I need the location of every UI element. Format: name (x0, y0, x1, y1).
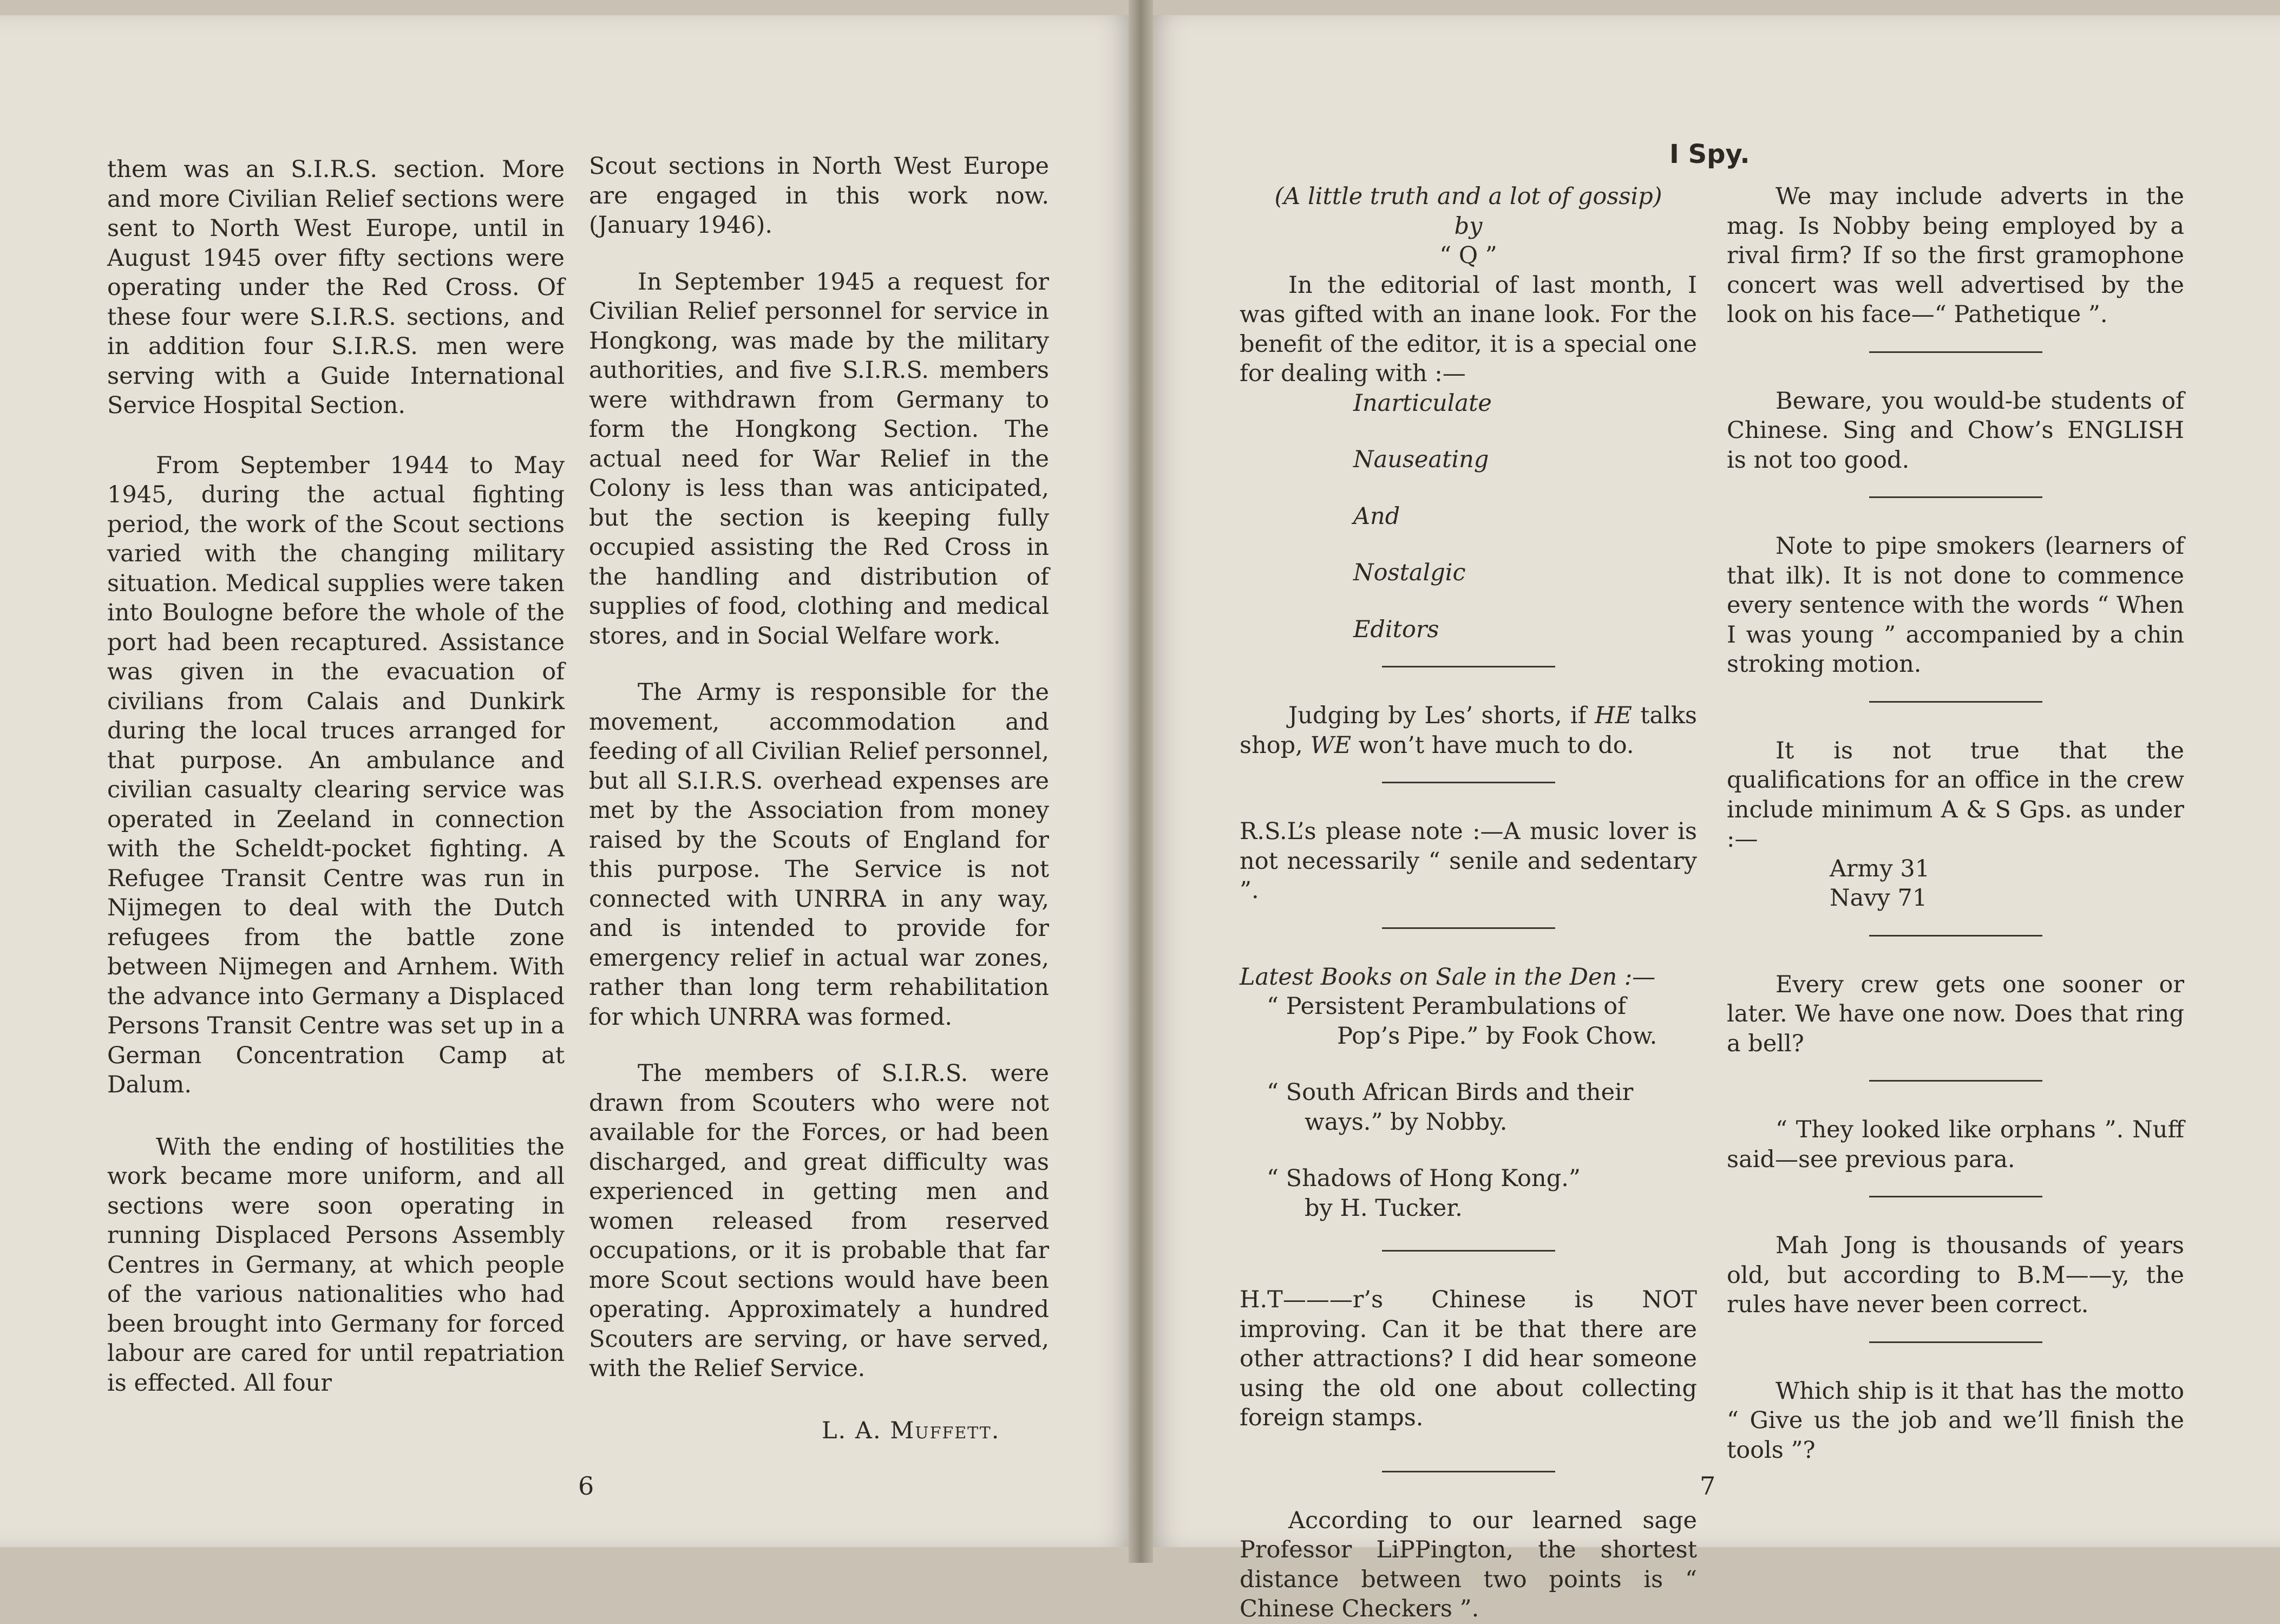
paragraph: “ They looked like orphans ”. Nuff said—see previous para. (1727, 1116, 2184, 1173)
paragraph: In September 1945 a request for Civilian Relief personnel for service in Hongkong, was made by the military authorities, and five S.I.R.S. members were withdrawn from Germany to form the Hongkong Section. The actual need for War Relief in the Colony is less than was anticipated, but the section is keeping fully occupied assisting the Red Cross in the handling and distribution of supplies of food, clothing and medical stores, and in Social Welfare work. (589, 268, 1049, 650)
divider (1869, 351, 2042, 353)
paragraph: We may include adverts in the mag. Is Nobby being employed by a rival firm? If so the first gramophone concert was well advertised by the look on his face—“ Pathetique ”. (1727, 183, 2184, 328)
book-entry: “ Shadows of Hong Kong.” by H. Tucker. (1267, 1165, 1581, 1222)
paragraph: It is not true that the qualifications for an office in the crew include minimum A & S Gps. as under :— (1727, 737, 2184, 853)
paragraph: The Army is responsible for the movement, accommodation and feeding of all Civilian Relief personnel, but all S.I.R.S. overhead expenses are met by the Association from money raised by the Scouts of England for this purpose. The Service is not connected with UNRRA in any way, and is intended to provide for emergency relief in actual war zones, rather than long term rehabilitation for which UNRRA was formed. (589, 679, 1049, 1031)
acrostic-line: Editors (1353, 615, 1439, 643)
divider (1382, 927, 1555, 929)
paragraph: Mah Jong is thousands of years old, but according to B.M——y, the rules have never been correct. (1727, 1232, 2184, 1318)
army-score: Army 31 (1830, 855, 1930, 882)
divider (1869, 1196, 2042, 1197)
paragraph: In the editorial of last month, I was gifted with an inane look. For the benefit of the editor, it is a special one for dealing with :— (1240, 271, 1697, 387)
paragraph: them was an S.I.R.S. section. More and more Civilian Relief sections were sent to North West Europe, until in August 1945 over fifty sections were operating under the Red Cross. Of these four were S.I.R.S. sections, and in addition four S.I.R.S. men were serving with a Guide International Service Hospital Section. (107, 156, 565, 419)
book-entry: “ South African Birds and their ways.” by Nobby. (1267, 1079, 1634, 1136)
byline-author: “ Q ” (1439, 242, 1497, 269)
paragraph: Beware, you would-be students of Chinese. Sing and Chow’s ENGLISH is not too good. (1727, 387, 2184, 474)
byline-by: by (1454, 212, 1483, 240)
books-heading: Latest Books on Sale in the Den :— (1240, 963, 1656, 991)
right-column-2 (1727, 182, 2184, 1465)
divider (1869, 1341, 2042, 1343)
divider (1869, 935, 2042, 937)
divider (1869, 1080, 2042, 1082)
acrostic-line: Inarticulate (1353, 389, 1492, 417)
paragraph: According to our learned sage Professor LiPPington, the shortest distance between two points is “ Chinese Checkers ”. (1240, 1507, 1697, 1622)
divider (1382, 782, 1555, 783)
page-number: 6 (578, 1471, 594, 1501)
acrostic-line: Nauseating (1353, 446, 1489, 473)
acrostic-line: And (1353, 502, 1400, 530)
right-column-1 (1240, 182, 1697, 1624)
divider (1382, 1471, 1555, 1472)
left-column-2 (589, 152, 1049, 1472)
paragraph: Every crew gets one sooner or later. We have one now. Does that ring a bell? (1727, 971, 2184, 1057)
signature: L. A. Muffett. (822, 1417, 1000, 1444)
paragraph: From September 1944 to May 1945, during the actual fighting period, the work of the Scout sections varied with the changing military situation. Medical supplies were taken into Boulogne before the whole of the port had been recaptured. Assistance was given in the evacuation of civilians from Calais and Dunkirk during the local truces arranged for that purpose. An ambulance and civilian casualty clearing service was operated in Zeeland in connection with the Scheldt-pocket fighting. A Refugee Transit Centre was run in Nijmegen to deal with the Dutch refugees from the battle zone between Nijmegen and Arnhem. With the advance into Germany a Displaced Persons Transit Centre was set up in a German Concentration Camp at Dalum. (107, 451, 565, 1098)
article-subtitle: (A little truth and a lot of gossip) (1274, 183, 1662, 210)
paragraph: With the ending of hostilities the work became more uniform, and all sections were soon operating in running Displaced Persons Assembly Centres in Germany, at which people of the various nationalities who had been brought into Germany for forced labour are cared for until repatriation is effected. All four (107, 1133, 565, 1397)
paragraph: R.S.L’s please note :—A music lover is not necessarily “ senile and sedentary ”. (1240, 818, 1697, 904)
divider (1869, 496, 2042, 498)
divider (1382, 666, 1555, 667)
paragraph: H.T———r’s Chinese is NOT improving. Can it be that there are other attractions? I did hear someone using the old one about collecting foreign stamps. (1240, 1286, 1697, 1431)
paragraph: The members of S.I.R.S. were drawn from Scouters who were not available for the Forces, or had been discharged, and great difficulty was experienced in getting men and women released from reserved occupations, or it is probable that far more Scout sections would have been operating. Approximately a hundred Scouters are serving, or have served, with the Relief Service. (589, 1060, 1049, 1382)
divider (1382, 1250, 1555, 1252)
left-column-1 (107, 155, 565, 1425)
acrostic-line: Nostalgic (1353, 559, 1466, 586)
paragraph: Which ship is it that has the motto “ Give us the job and we’ll finish the tools ”? (1727, 1377, 2184, 1464)
article-heading: I Spy. (1669, 139, 1750, 169)
paragraph: Judging by Les’ shorts, if HE talks shop, WE won’t have much to do. (1240, 702, 1697, 759)
divider (1869, 701, 2042, 703)
book-gutter (1129, 0, 1153, 1563)
paragraph: Scout sections in North West Europe are engaged in this work now. (January 1946). (589, 153, 1049, 239)
navy-score: Navy 71 (1830, 885, 1928, 912)
page-number: 7 (1700, 1471, 1716, 1501)
paragraph: Note to pipe smokers (learners of that ilk). It is not done to commence every sentence with the words “ When I was young ” accompanied by a chin stroking motion. (1727, 533, 2184, 678)
book-entry: “ Persistent Perambulations of Pop’s Pipe.” by Fook Chow. (1267, 993, 1657, 1050)
